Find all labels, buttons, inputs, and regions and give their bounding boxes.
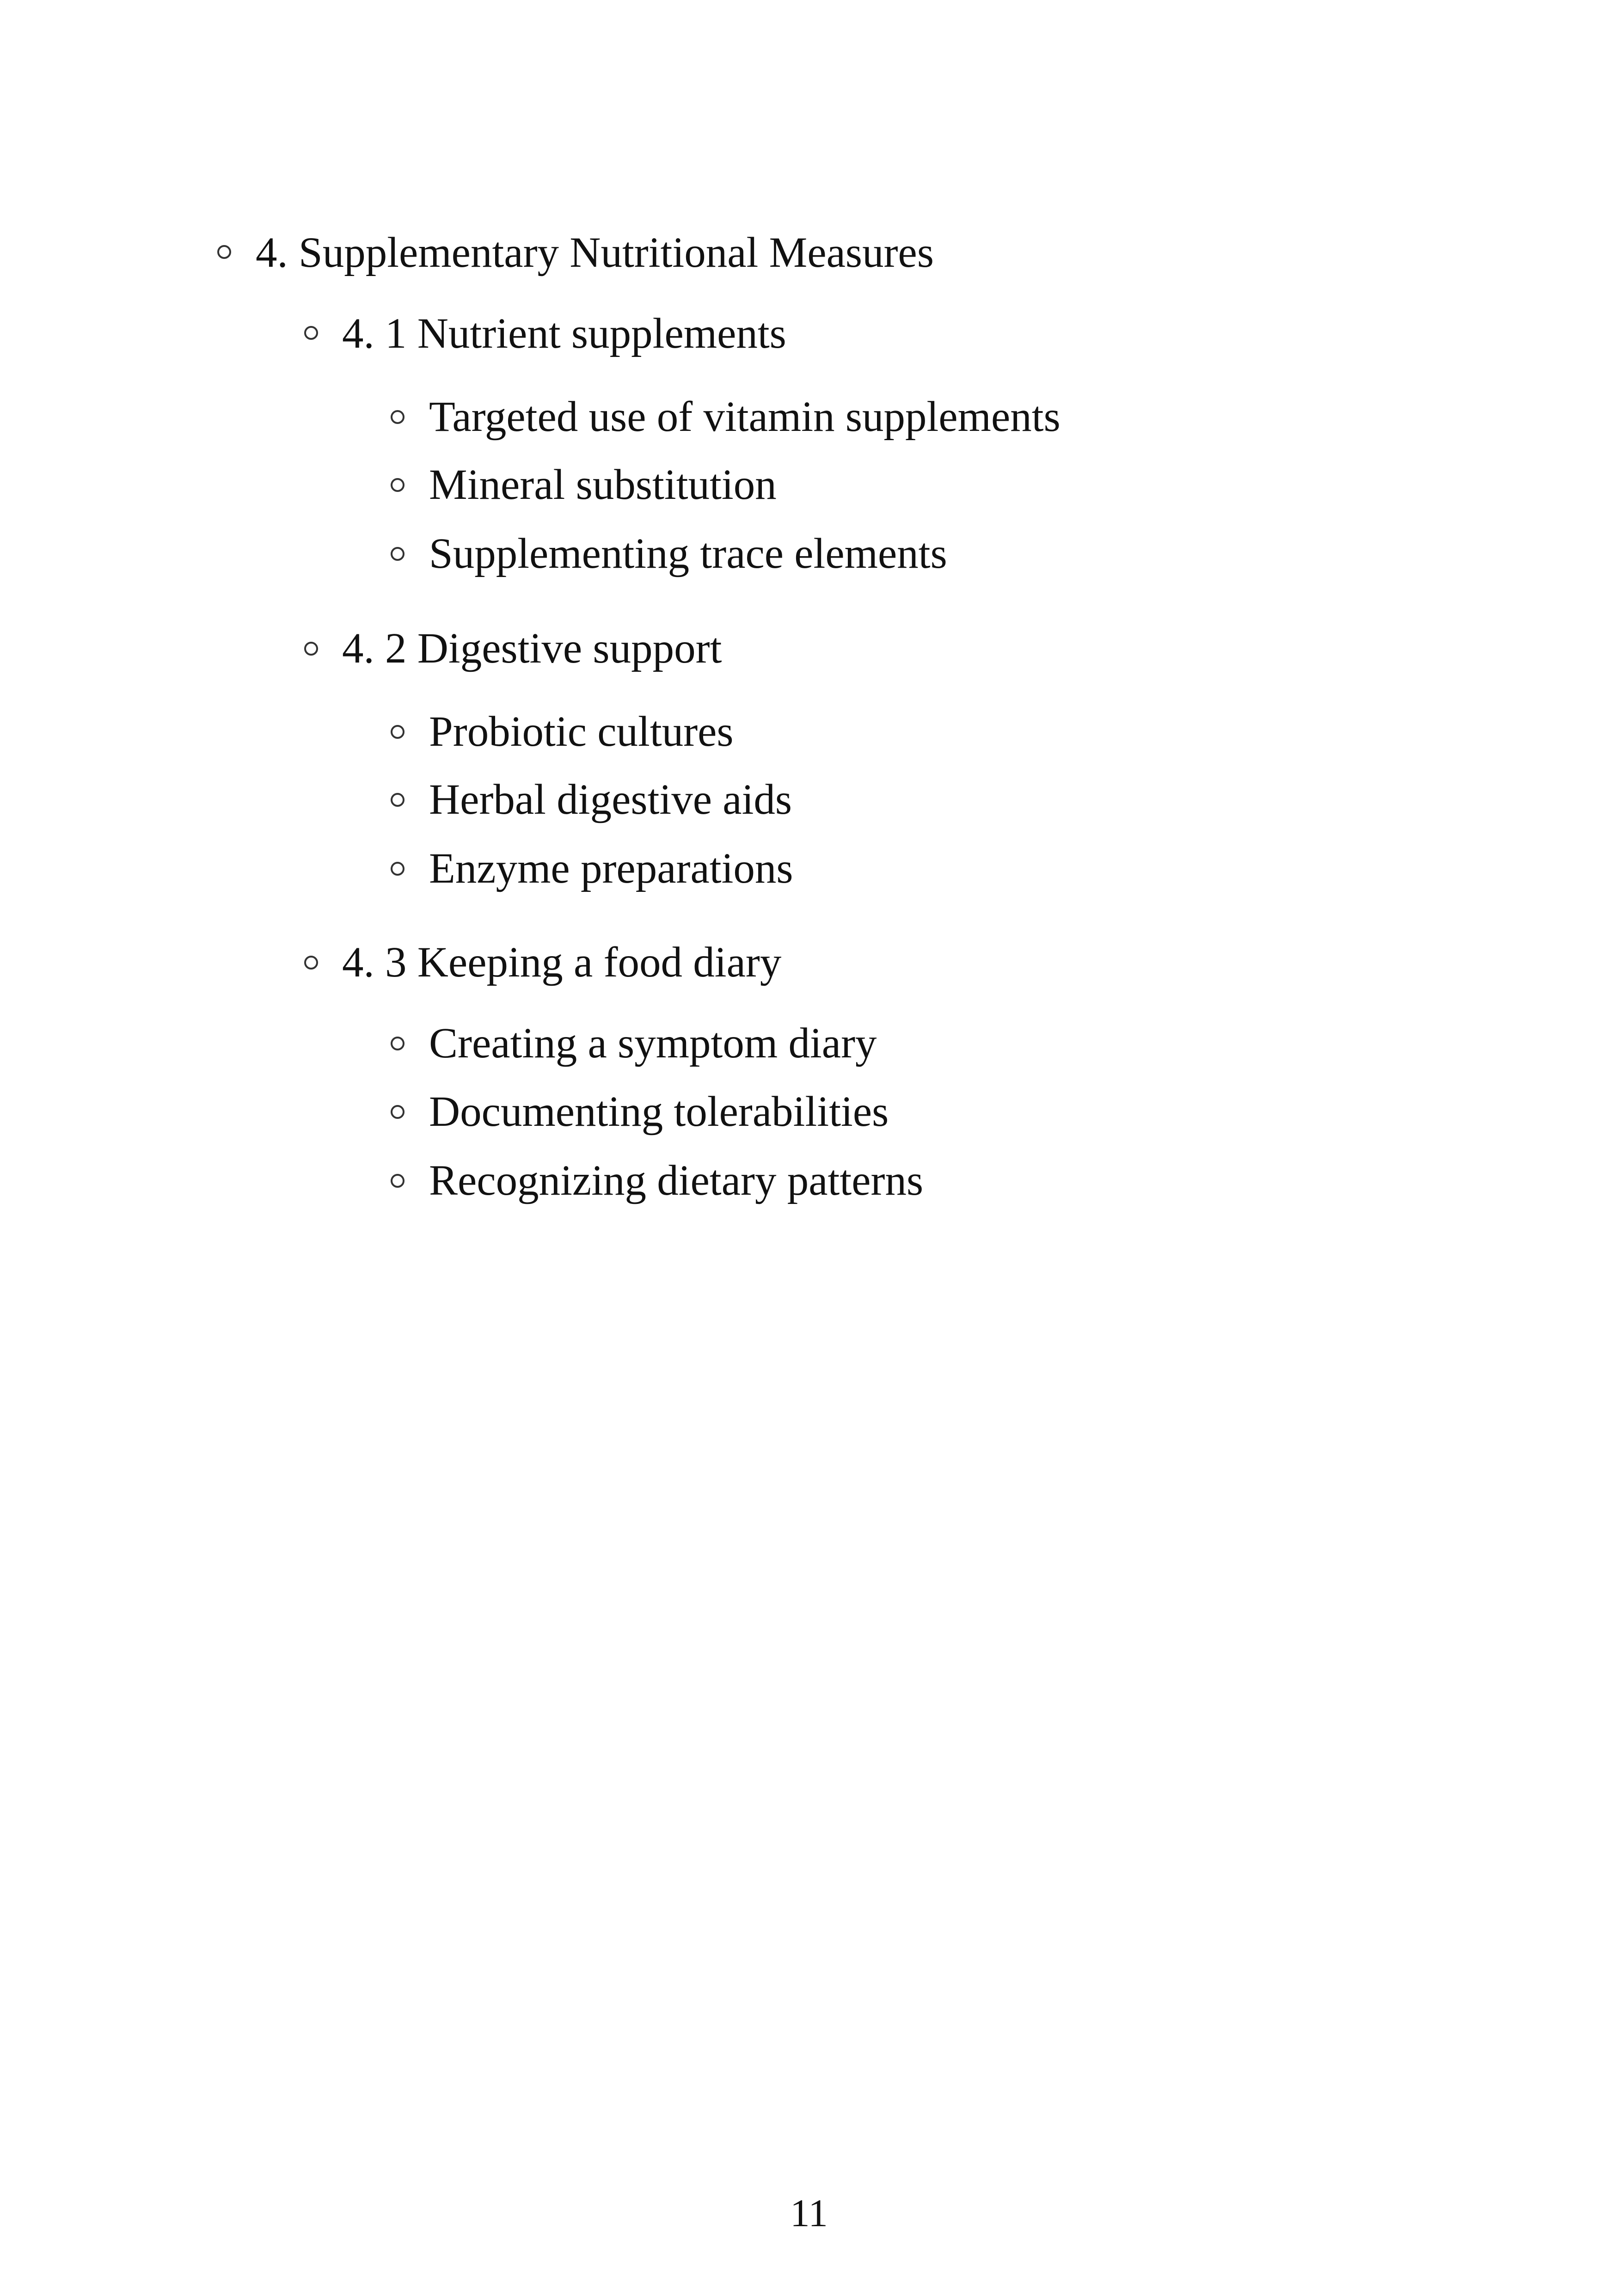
list-item: Enzyme preparations	[429, 845, 793, 892]
page-number: 11	[790, 2192, 828, 2235]
bullet-circle-icon	[391, 478, 404, 492]
list-item: Mineral substitution	[429, 461, 777, 509]
bullet-circle-icon	[304, 642, 318, 656]
bullet-circle-icon	[391, 1037, 404, 1050]
bullet-circle-icon	[391, 1105, 404, 1119]
list-item: Recognizing dietary patterns	[429, 1157, 924, 1204]
bullet-circle-icon	[391, 793, 404, 807]
section-heading: 4. 2 Digestive support	[342, 625, 722, 672]
section-heading: 4. 3 Keeping a food diary	[342, 939, 782, 986]
list-item: Creating a symptom diary	[429, 1019, 877, 1067]
bullet-circle-icon	[391, 547, 404, 561]
list-item: Herbal digestive aids	[429, 776, 792, 823]
bullet-circle-icon	[391, 725, 404, 739]
list-item: Targeted use of vitamin supplements	[429, 393, 1060, 441]
bullet-circle-icon	[391, 862, 404, 876]
list-item: Supplementing trace elements	[429, 530, 947, 577]
section-heading: 4. 1 Nutrient supplements	[342, 310, 786, 357]
bullet-circle-icon	[304, 326, 318, 340]
list-item: Documenting tolerabilities	[429, 1088, 889, 1136]
bullet-circle-icon	[391, 1174, 404, 1188]
bullet-circle-icon	[217, 245, 231, 259]
list-item: Probiotic cultures	[429, 708, 734, 755]
bullet-circle-icon	[391, 410, 404, 424]
outline-title: 4. Supplementary Nutritional Measures	[256, 229, 934, 276]
bullet-circle-icon	[304, 956, 318, 970]
